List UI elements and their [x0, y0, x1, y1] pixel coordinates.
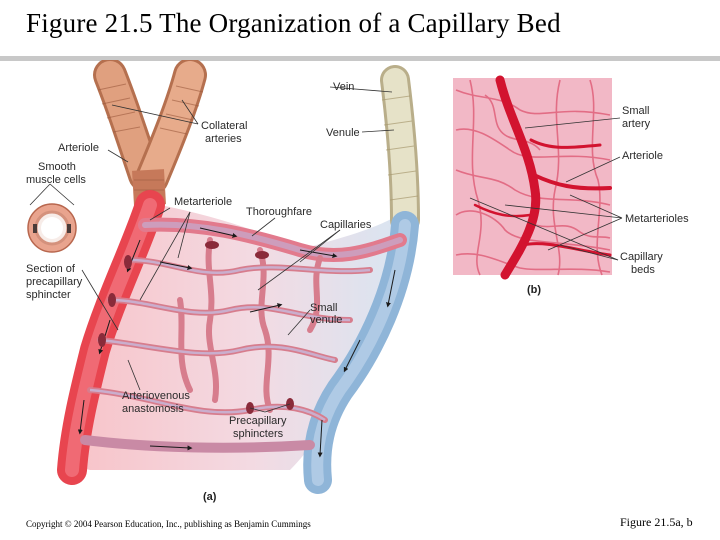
label-vein: Vein [333, 81, 355, 93]
panel-label-b: (b) [527, 284, 542, 296]
label-collateral-2: arteries [205, 133, 242, 145]
label-precap-2: sphincters [233, 428, 284, 440]
label-beds-2: beds [631, 264, 655, 276]
label-av-2: anastomosis [122, 403, 184, 415]
label-section-2: precapillary [26, 276, 83, 288]
label-av-1: Arteriovenous [122, 390, 190, 402]
micrograph-panel-b [453, 78, 612, 275]
collateral-arteries [98, 75, 203, 205]
label-small-artery-2: artery [622, 118, 651, 130]
capillary-bed-diagram [0, 60, 720, 510]
label-b-arteriole: Arteriole [622, 150, 663, 162]
label-section-1: Section of [26, 263, 75, 275]
label-small-venule-1: Small [310, 302, 338, 314]
label-metarteriole: Metarteriole [174, 196, 233, 208]
label-beds-1: Capillary [620, 251, 663, 263]
vein-vessel [382, 80, 418, 220]
label-capillaries: Capillaries [320, 219, 372, 231]
label-thoroughfare: Thoroughfare [246, 206, 313, 218]
panel-label-a: (a) [203, 491, 217, 503]
copyright-notice: Copyright © 2004 Pearson Education, Inc., publishing as Benjamin Cummings [26, 519, 311, 529]
label-small-venule-2: venule [310, 314, 343, 326]
label-section-3: sphincter [26, 289, 71, 301]
label-smooth-1: Smooth [38, 161, 76, 173]
figure-reference: Figure 21.5a, b [620, 515, 693, 529]
label-venule: Venule [326, 127, 360, 139]
label-small-artery-1: Small [622, 105, 650, 117]
label-collateral-1: Collateral [201, 120, 248, 132]
label-metarterioles: Metarterioles [625, 213, 689, 225]
label-smooth-2: muscle cells [26, 174, 86, 186]
label-precap-1: Precapillary [229, 415, 287, 427]
label-arteriole: Arteriole [58, 142, 99, 154]
sphincter-cross-section [28, 204, 76, 252]
slide-title: Figure 21.5 The Organization of a Capillary Bed [26, 8, 561, 38]
